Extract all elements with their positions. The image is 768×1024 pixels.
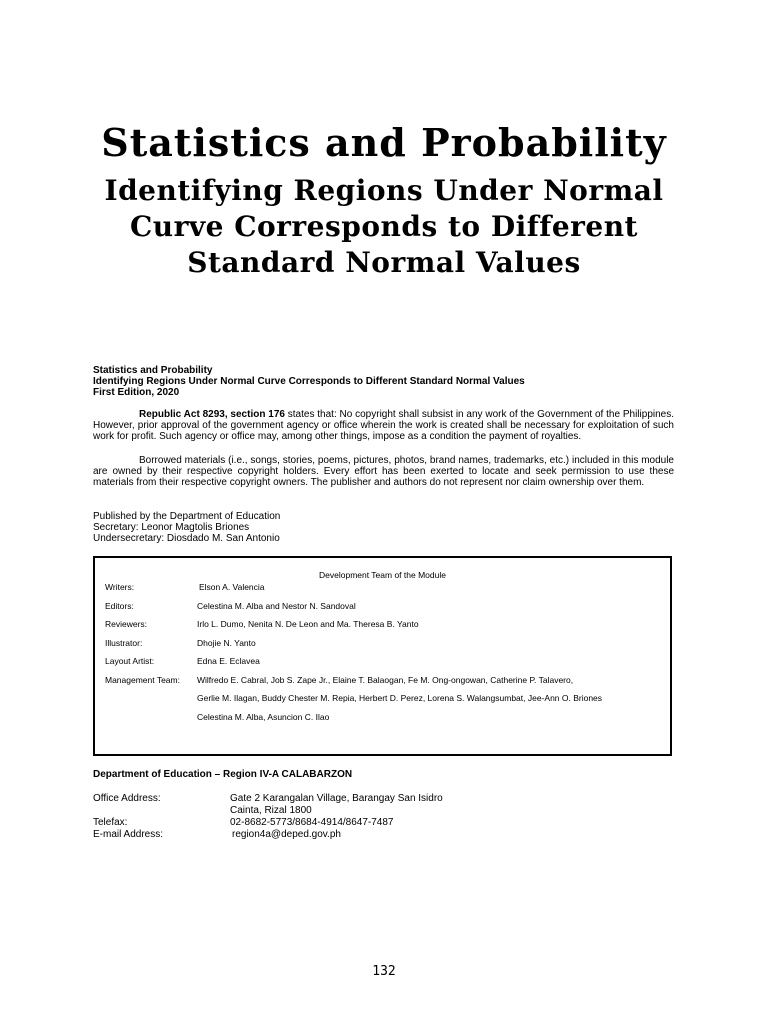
- copyright-law: Republic Act 8293, section 176: [139, 409, 285, 420]
- page-number: 132: [372, 964, 396, 979]
- team-role: Layout Artist:: [105, 656, 155, 666]
- team-role: Editors:: [105, 601, 134, 611]
- contact-label: E-mail Address:: [93, 829, 164, 840]
- team-names: Irlo L. Dumo, Nenita N. De Leon and Ma. Theresa B. Yanto: [197, 619, 419, 629]
- contact-value: Cainta, Rizal 1800: [230, 805, 312, 816]
- development-team-box: [93, 556, 672, 756]
- contact-value: region4a@deped.gov.ph: [232, 829, 341, 840]
- undersecretary: Undersecretary: Diosdado M. San Antonio: [93, 533, 280, 544]
- team-names: Dhojie N. Yanto: [197, 638, 256, 648]
- team-role: Illustrator:: [105, 638, 143, 648]
- subject-line: Statistics and Probability: [93, 365, 213, 376]
- contact-value: Gate 2 Karangalan Village, Barangay San Isidro: [230, 793, 443, 804]
- team-names: Wilfredo E. Cabral, Job S. Zape Jr., Elaine T. Balaogan, Fe M. Ong-ongowan, Catherine P. Talavero,: [197, 675, 574, 685]
- team-heading: Development Team of the Module: [319, 570, 446, 580]
- module-title-line: Identifying Regions Under Normal Curve Corresponds to Different Standard Normal Values: [93, 376, 525, 387]
- team-role: Reviewers:: [105, 619, 148, 629]
- borrowed-materials-paragraph: [93, 455, 674, 488]
- team-names: Edna E. Eclavea: [197, 656, 260, 666]
- copyright-paragraph: [93, 409, 674, 442]
- edition-line: First Edition, 2020: [93, 387, 180, 398]
- team-names: Gerlie M. Ilagan, Buddy Chester M. Repia, Herbert D. Perez, Lorena S. Walangsumbat, Jee-Ann O. Briones: [197, 693, 603, 703]
- cover-info: [93, 365, 678, 398]
- page-title: Statistics and Probability: [101, 120, 667, 165]
- secretary: Secretary: Leonor Magtolis Briones: [93, 522, 250, 533]
- borrowed-text: Borrowed materials (i.e., songs, stories, poems, pictures, photos, brand names, trademarks, etc.) included in this module are owned by their respective copyright holders. Every effort has been exerted to locate and seek permission to use these materials from their respective copyright owners. The publisher and authors do not represent nor claim ownership over them.: [93, 455, 674, 488]
- contact-label: Office Address:: [93, 793, 161, 804]
- team-role: Management Team:: [105, 675, 180, 685]
- team-names: Celestina M. Alba and Nestor N. Sandoval: [197, 601, 356, 611]
- contact-label: Telefax:: [93, 817, 128, 828]
- page-subtitle: Identifying Regions Under Normal Curve Corresponds to Different Standard Normal Values: [104, 174, 664, 279]
- team-names: Celestina M. Alba, Asuncion C. Ilao: [197, 712, 330, 722]
- team-role: Writers:: [105, 582, 135, 592]
- title-block: [0, 116, 768, 281]
- publisher-info: [93, 511, 280, 544]
- published-by: Published by the Department of Education: [93, 511, 281, 522]
- region-heading: Department of Education – Region IV-A CALABARZON: [93, 769, 353, 780]
- copyright-text: states that: No copyright shall subsist in any work of the Government of the Philippines. However, prior approval of the government agency or office wherein the work is created shall be necessary for exploitation of such work for profit. Such agency or office may, among other things, impose as a condition the payment of royalties.: [93, 409, 675, 442]
- team-names: Elson A. Valencia: [199, 582, 265, 592]
- contact-value: 02-8682-5773/8684-4914/8647-7487: [230, 817, 394, 828]
